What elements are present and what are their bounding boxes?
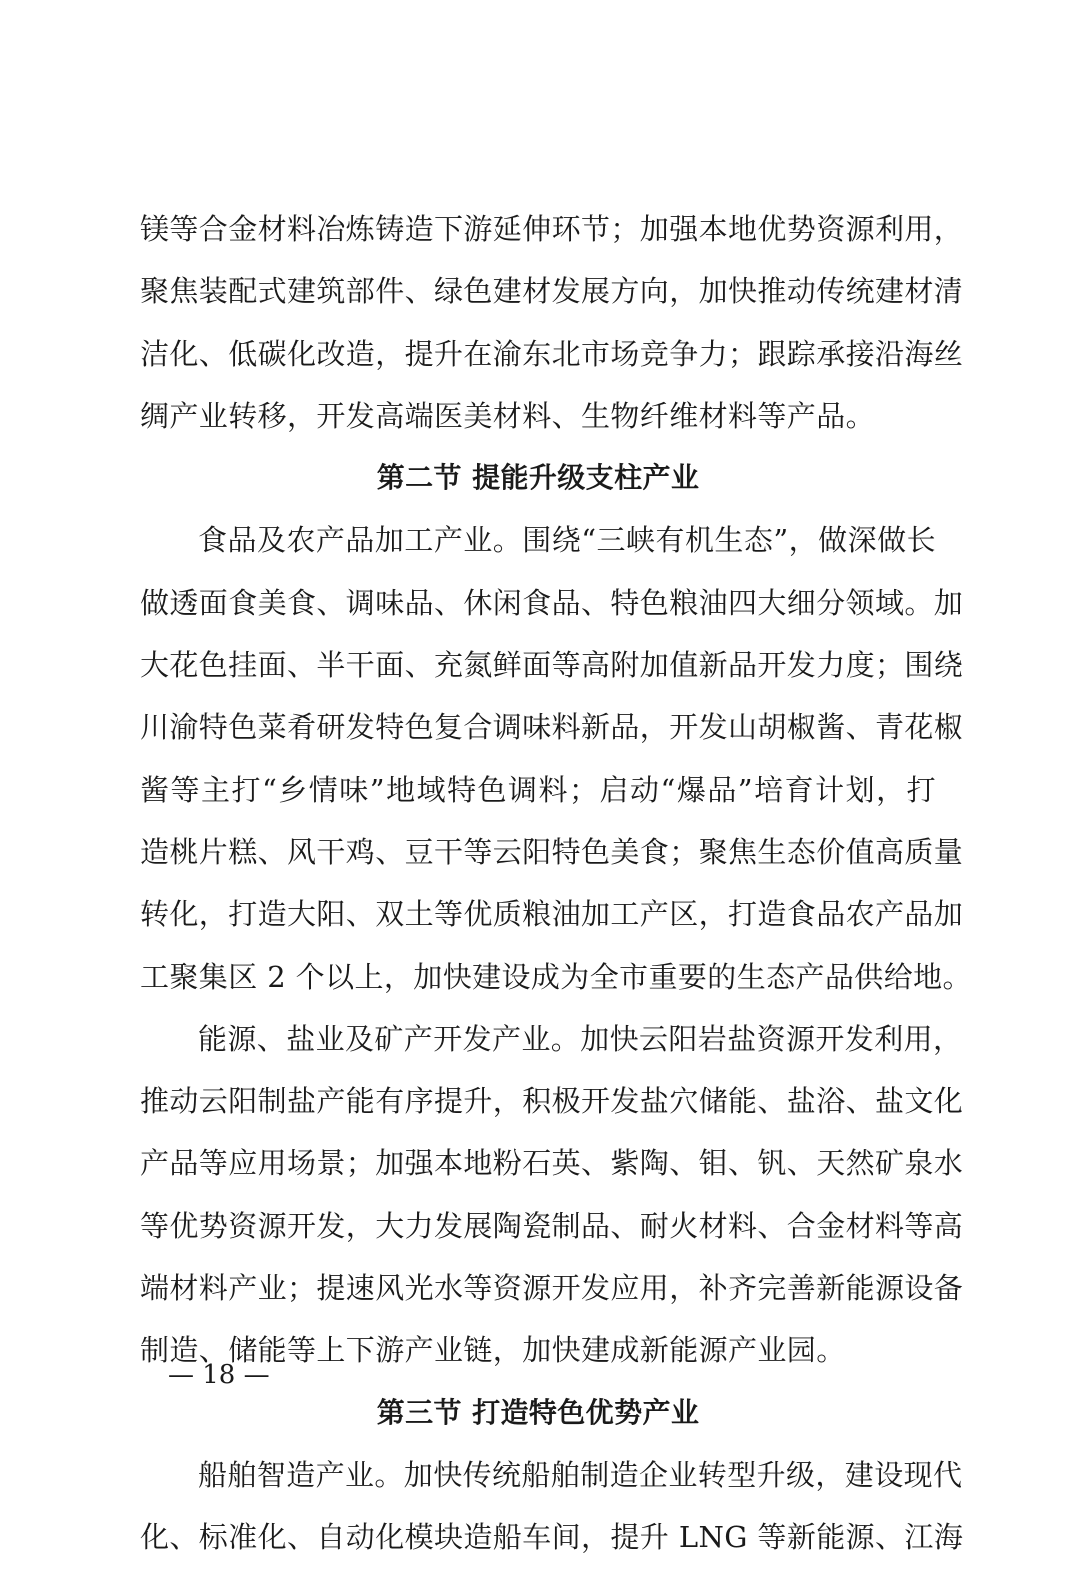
text-line: 酱等主打“乡情味”地域特色调料；启动“爆品”培育计划，打 <box>140 772 936 807</box>
text-line: 川渝特色菜肴研发特色复合调味料新品，开发山胡椒酱、青花椒 <box>140 710 964 745</box>
text-line: 绸产业转移，开发高端医美材料、生物纤维材料等产品。 <box>140 398 876 433</box>
text-line: 大花色挂面、半干面、充氮鲜面等高附加值新品开发力度；围绕 <box>140 648 964 683</box>
text-line: 船舶智造产业。加快传统船舶制造企业转型升级，建设现代 <box>198 1457 963 1492</box>
text-line: 造桃片糕、风干鸡、豆干等云阳特色美食；聚焦生态价值高质量 <box>140 834 964 869</box>
text-line: 化、标准化、自动化模块造船车间，提升 LNG 等新能源、江海 <box>140 1520 964 1555</box>
text-line: 推动云阳制盐产能有序提升，积极开发盐穴储能、盐浴、盐文化 <box>140 1084 964 1119</box>
text-line: 洁化、低碳化改造，提升在渝东北市场竞争力；跟踪承接沿海丝 <box>140 336 964 371</box>
text-line: 食品及农产品加工产业。围绕“三峡有机生态”，做深做长 <box>198 523 936 558</box>
text-line: 制造、储能等上下游产业链，加快建成新能源产业园。 <box>140 1333 846 1368</box>
page-number: — 18 — <box>168 1360 270 1390</box>
section-heading: 第三节 打造特色优势产业 <box>376 1395 700 1429</box>
text-line: 端材料产业；提速风光水等资源开发应用，补齐完善新能源设备 <box>140 1271 964 1306</box>
text-line: 聚焦装配式建筑部件、绿色建材发展方向，加快推动传统建材清 <box>140 274 964 309</box>
text-line: 工聚集区 2 个以上，加快建设成为全市重要的生态产品供给地。 <box>140 959 972 994</box>
text-line: 产品等应用场景；加强本地粉石英、紫陶、钼、钒、天然矿泉水 <box>140 1146 964 1181</box>
paragraph-food-processing <box>140 509 972 1007</box>
paragraph-continuation <box>140 198 964 447</box>
section-heading: 第二节 提能升级支柱产业 <box>376 461 700 495</box>
text-line: 做透面食美食、调味品、休闲食品、特色粮油四大细分领域。加 <box>140 585 964 620</box>
paragraph-shipbuilding <box>140 1444 964 1569</box>
text-line: 能源、盐业及矿产开发产业。加快云阳岩盐资源开发利用， <box>198 1021 963 1056</box>
paragraph-energy-salt-minerals <box>140 1008 964 1382</box>
text-line: 转化，打造大阳、双土等优质粮油加工产区，打造食品农产品加 <box>140 897 964 932</box>
text-line: 镁等合金材料冶炼铸造下游延伸环节；加强本地优势资源利用， <box>140 212 964 246</box>
text-line: 等优势资源开发，大力发展陶瓷制品、耐火材料、合金材料等高 <box>140 1208 964 1243</box>
